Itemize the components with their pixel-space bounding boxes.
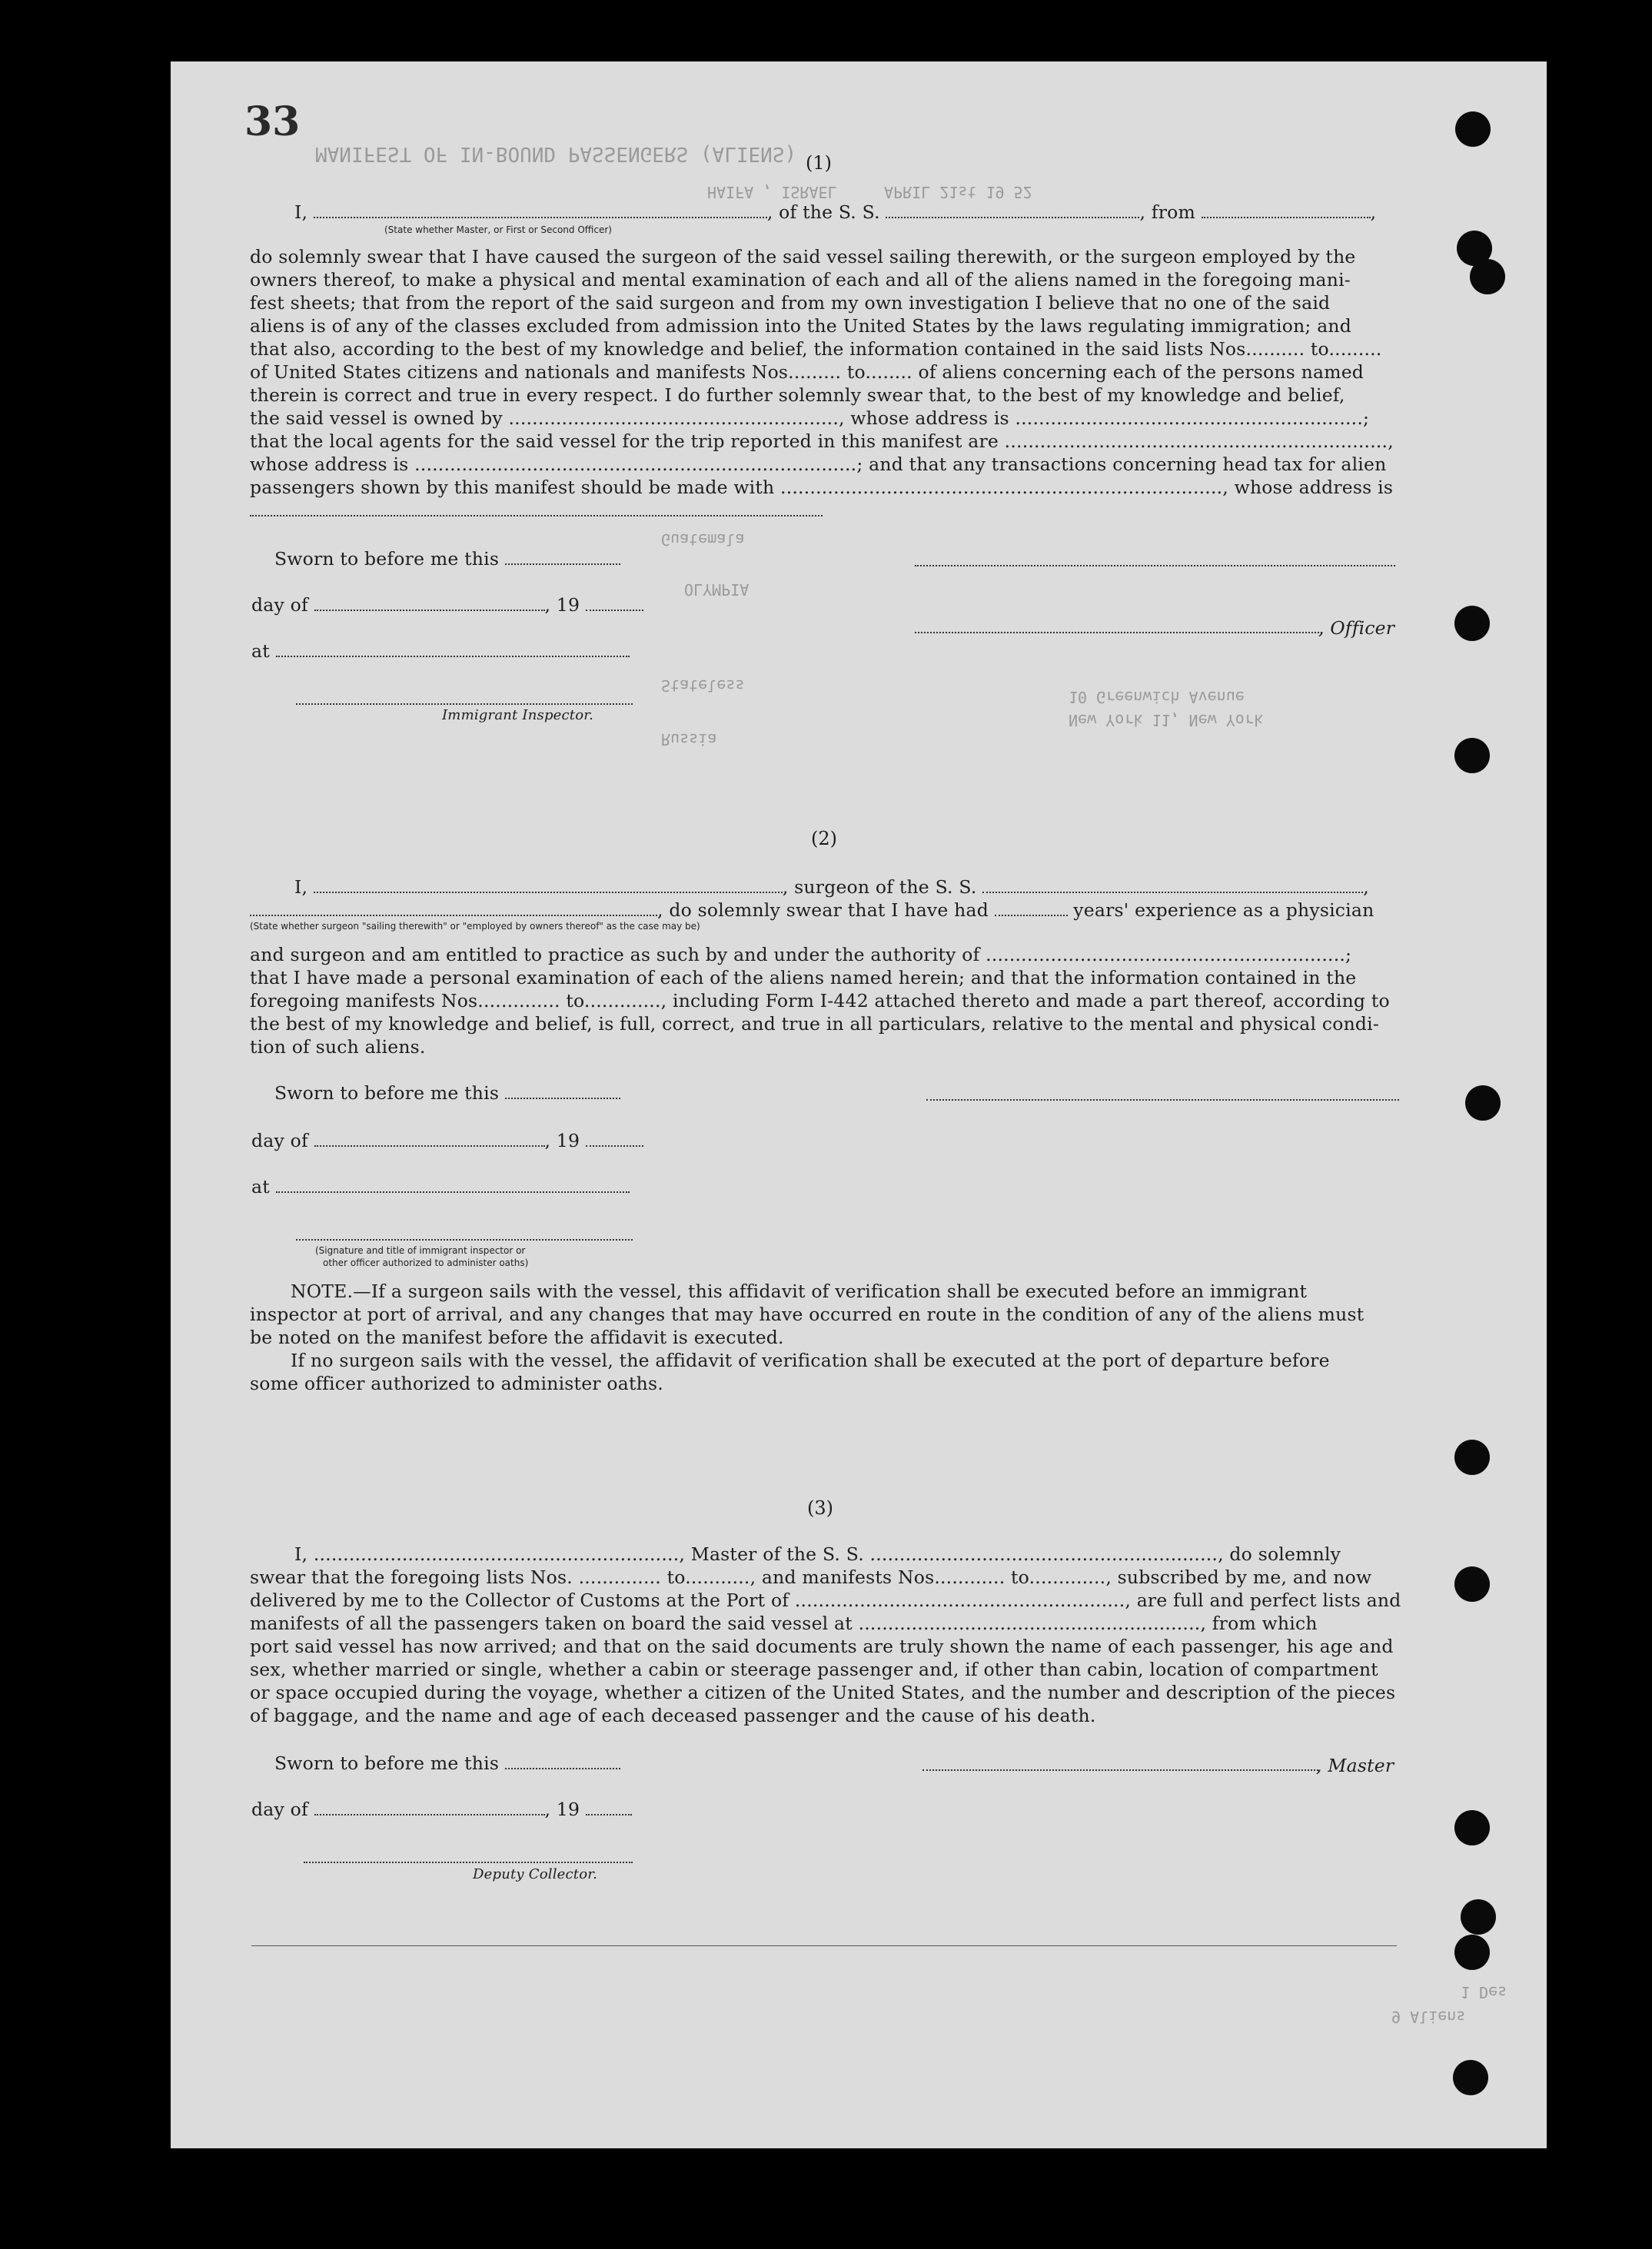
section-2-line1-a: I, xyxy=(294,876,308,898)
officer-signature-line xyxy=(915,632,1322,633)
section-2-heading: (2) xyxy=(811,828,837,849)
binder-hole xyxy=(1453,2060,1488,2095)
blank-field xyxy=(250,515,823,517)
blank-field xyxy=(250,904,657,916)
at-label: at xyxy=(251,1176,270,1198)
binder-hole xyxy=(1454,606,1490,641)
section-2-second-line xyxy=(250,899,1374,921)
section-2-at xyxy=(251,1176,630,1198)
surgeon-signature-line xyxy=(926,1099,1399,1101)
section-3-body-line: manifests of all the passengers taken on board the said vessel at .........................................................., from which xyxy=(250,1613,1318,1634)
signature-caption: (Signature and title of immigrant inspector or xyxy=(315,1245,526,1256)
section-1-body-line: that the local agents for the said vessel for the trip reported in this manifest are ................................................................., xyxy=(250,430,1394,452)
section-1-line1-d: , xyxy=(1370,201,1377,223)
section-1-body-line: fest sheets; that from the report of the said surgeon and from my own investigation I believe that no one of the said xyxy=(250,292,1331,314)
blank-field xyxy=(586,1803,632,1815)
blank-field xyxy=(505,1757,620,1769)
bleed-through-text: Russia xyxy=(661,730,717,749)
section-3-body-line: or space occupied during the voyage, whether a citizen of the United States, and the number and description of the pieces xyxy=(250,1682,1396,1703)
blank-field xyxy=(586,599,643,611)
blank-field xyxy=(1202,206,1371,218)
sworn-label: Sworn to before me this xyxy=(274,1752,500,1774)
section-2-body-line: that I have made a personal examination of each of the aliens named herein; and that the information contained in the xyxy=(250,967,1357,988)
note-line: NOTE.—If a surgeon sails with the vessel, this affidavit of verification shall be executed before an immigrant xyxy=(291,1281,1308,1302)
bleed-through-text: APRIL 21st 19 52 xyxy=(884,183,1032,201)
blank-field xyxy=(314,1803,545,1815)
section-1-body-line: aliens is of any of the classes excluded from admission into the United States by the laws regulating immigration; and xyxy=(250,315,1351,337)
corner-mark: 33 xyxy=(244,98,301,145)
inspector-signature-line xyxy=(296,703,633,705)
master-label: , Master xyxy=(1316,1755,1394,1776)
binder-hole xyxy=(1470,259,1505,294)
section-3-sworn xyxy=(274,1752,620,1774)
section-1-body-line: do solemnly swear that I have caused the surgeon of the said vessel sailing therewith, or the surgeon employed by the xyxy=(250,246,1356,267)
section-1-officer-caption: (State whether Master, or First or Second Officer) xyxy=(384,224,612,235)
officer-label: , Officer xyxy=(1318,617,1395,639)
binder-hole xyxy=(1461,1899,1496,1935)
section-2-body-line: foregoing manifests Nos.............. to............., including Form I-442 attached thereto and made a part thereof, according to xyxy=(250,990,1390,1012)
note-line: some officer authorized to administer oaths. xyxy=(250,1373,663,1394)
blank-field xyxy=(995,904,1068,916)
section-3-heading: (3) xyxy=(807,1497,833,1519)
bleed-through-text: New York 11, New York xyxy=(1069,711,1263,729)
blank-field xyxy=(276,645,630,657)
bleed-through-text: HAIFA , ISRAEL xyxy=(707,183,837,201)
section-2-body-line: tion of such aliens. xyxy=(250,1036,426,1058)
day-of-label: day of xyxy=(251,594,308,616)
binder-hole xyxy=(1454,1935,1490,1970)
section-2-body-line: the best of my knowledge and belief, is full, correct, and true in all particulars, relative to the mental and physical condi- xyxy=(250,1013,1380,1035)
bleed-through-text: MANIFEST OF IN-BOUND PASSENGERS (ALIENS) xyxy=(315,142,797,165)
section-1-at xyxy=(251,640,630,662)
master-signature-line xyxy=(922,1769,1318,1771)
officer-signature-line xyxy=(915,565,1395,566)
blank-field xyxy=(314,1134,545,1147)
section-1-line1-b: , of the S. S. xyxy=(766,201,880,223)
year-label: , 19 xyxy=(544,1130,580,1151)
section-1-sworn xyxy=(274,548,620,570)
blank-field xyxy=(314,881,783,893)
section-2-line1-b: , surgeon of the S. S. xyxy=(782,876,977,898)
section-2-line2-b: years' experience as a physician xyxy=(1073,899,1374,921)
inspector-signature-line xyxy=(296,1239,633,1241)
binder-hole xyxy=(1454,1440,1490,1475)
bleed-through-text: 10 Greenwich Avenue xyxy=(1069,688,1245,706)
section-2-sworn xyxy=(274,1082,620,1104)
binder-hole xyxy=(1454,1566,1490,1602)
binder-hole xyxy=(1454,1810,1490,1845)
blank-field xyxy=(276,1181,630,1193)
section-2-first-line xyxy=(294,876,1369,898)
bleed-through-text: OLYMPIA xyxy=(684,580,750,599)
sworn-label: Sworn to before me this xyxy=(274,548,500,570)
day-of-label: day of xyxy=(251,1130,308,1151)
section-3-body-line: sex, whether married or single, whether a cabin or steerage passenger and, if other than cabin, location of compartment xyxy=(250,1659,1378,1680)
deputy-signature-line xyxy=(304,1862,633,1863)
year-label: , 19 xyxy=(544,594,580,616)
section-1-line1-c: , from xyxy=(1139,201,1195,223)
sworn-label: Sworn to before me this xyxy=(274,1082,500,1104)
binder-hole xyxy=(1465,1085,1501,1121)
binder-hole xyxy=(1454,738,1490,773)
section-1-body-line: that also, according to the best of my knowledge and belief, the information contained in the said lists Nos.......... to......... xyxy=(250,338,1382,360)
section-1-body-line: passengers shown by this manifest should be made with ..........................................................................., whose address is xyxy=(250,477,1394,498)
blank-field xyxy=(505,1087,620,1099)
bottom-rule xyxy=(251,1945,1397,1946)
note-line: inspector at port of arrival, and any changes that may have occurred en route in the condition of any of the aliens must xyxy=(250,1304,1364,1325)
binder-hole xyxy=(1455,111,1491,147)
section-2-body-line: and surgeon and am entitled to practice as such by and under the authority of .............................................................; xyxy=(250,944,1352,965)
section-1-body-line: whose address is ...........................................................................; and that any transactions concerning head tax for alien xyxy=(250,453,1387,475)
bleed-through-text: 1 Des xyxy=(1461,1983,1507,2002)
section-3-body-line: delivered by me to the Collector of Customs at the Port of ........................................................, are full and perfect lists and xyxy=(250,1590,1401,1611)
note-line: be noted on the manifest before the affidavit is executed. xyxy=(250,1327,784,1348)
section-3-body-line: swear that the foregoing lists Nos. .............. to..........., and manifests Nos............ to............., subscribed by me, and now xyxy=(250,1566,1372,1588)
bleed-through-text: Guatemala xyxy=(661,530,745,549)
section-3-day-of xyxy=(251,1799,632,1820)
blank-field xyxy=(982,881,1363,893)
note-line: If no surgeon sails with the vessel, the affidavit of verification shall be executed at the port of departure before xyxy=(291,1350,1330,1371)
signature-caption: other officer authorized to administer oaths) xyxy=(323,1257,529,1268)
section-1-day-of xyxy=(251,594,643,616)
section-2-line1-c: , xyxy=(1363,876,1369,898)
blank-field xyxy=(886,206,1139,218)
year-label: , 19 xyxy=(544,1799,580,1820)
section-1-body-line: of United States citizens and nationals and manifests Nos......... to........ of aliens concerning each of the persons named xyxy=(250,361,1364,383)
section-1-line1-a: I, xyxy=(294,201,308,223)
immigrant-inspector-label: Immigrant Inspector. xyxy=(442,707,594,723)
section-3-body-line: port said vessel has now arrived; and that on the said documents are truly shown the name of each passenger, his age and xyxy=(250,1636,1394,1657)
section-3-body-line: I, .............................................................., Master of the S. S. ..........................................................., do solemnly xyxy=(294,1543,1341,1565)
section-2-surgeon-caption: (State whether surgeon "sailing therewith" or "employed by owners thereof" as the case may be) xyxy=(250,921,700,932)
blank-field xyxy=(314,599,545,611)
at-label: at xyxy=(251,640,270,662)
section-1-first-line xyxy=(294,201,1376,223)
blank-field xyxy=(586,1134,643,1147)
blank-field xyxy=(314,206,767,218)
blank-field xyxy=(505,553,620,565)
section-2-day-of xyxy=(251,1130,643,1151)
section-1-body-line: therein is correct and true in every respect. I do further solemnly swear that, to the best of my knowledge and belief, xyxy=(250,384,1345,406)
section-1-body-line: owners thereof, to make a physical and mental examination of each and all of the aliens named in the foregoing mani- xyxy=(250,269,1351,291)
deputy-collector-label: Deputy Collector. xyxy=(473,1866,597,1882)
section-1-heading: (1) xyxy=(806,152,832,174)
section-2-line2-a: , do solemnly swear that I have had xyxy=(657,899,989,921)
bleed-through-text: Stateless xyxy=(661,676,745,695)
bleed-through-text: 9 Aliens xyxy=(1391,2008,1466,2026)
section-1-body-line: the said vessel is owned by ........................................................, whose address is ...........................................................; xyxy=(250,407,1370,429)
section-3-body-line: of baggage, and the name and age of each deceased passenger and the cause of his death. xyxy=(250,1705,1096,1726)
day-of-label: day of xyxy=(251,1799,308,1820)
